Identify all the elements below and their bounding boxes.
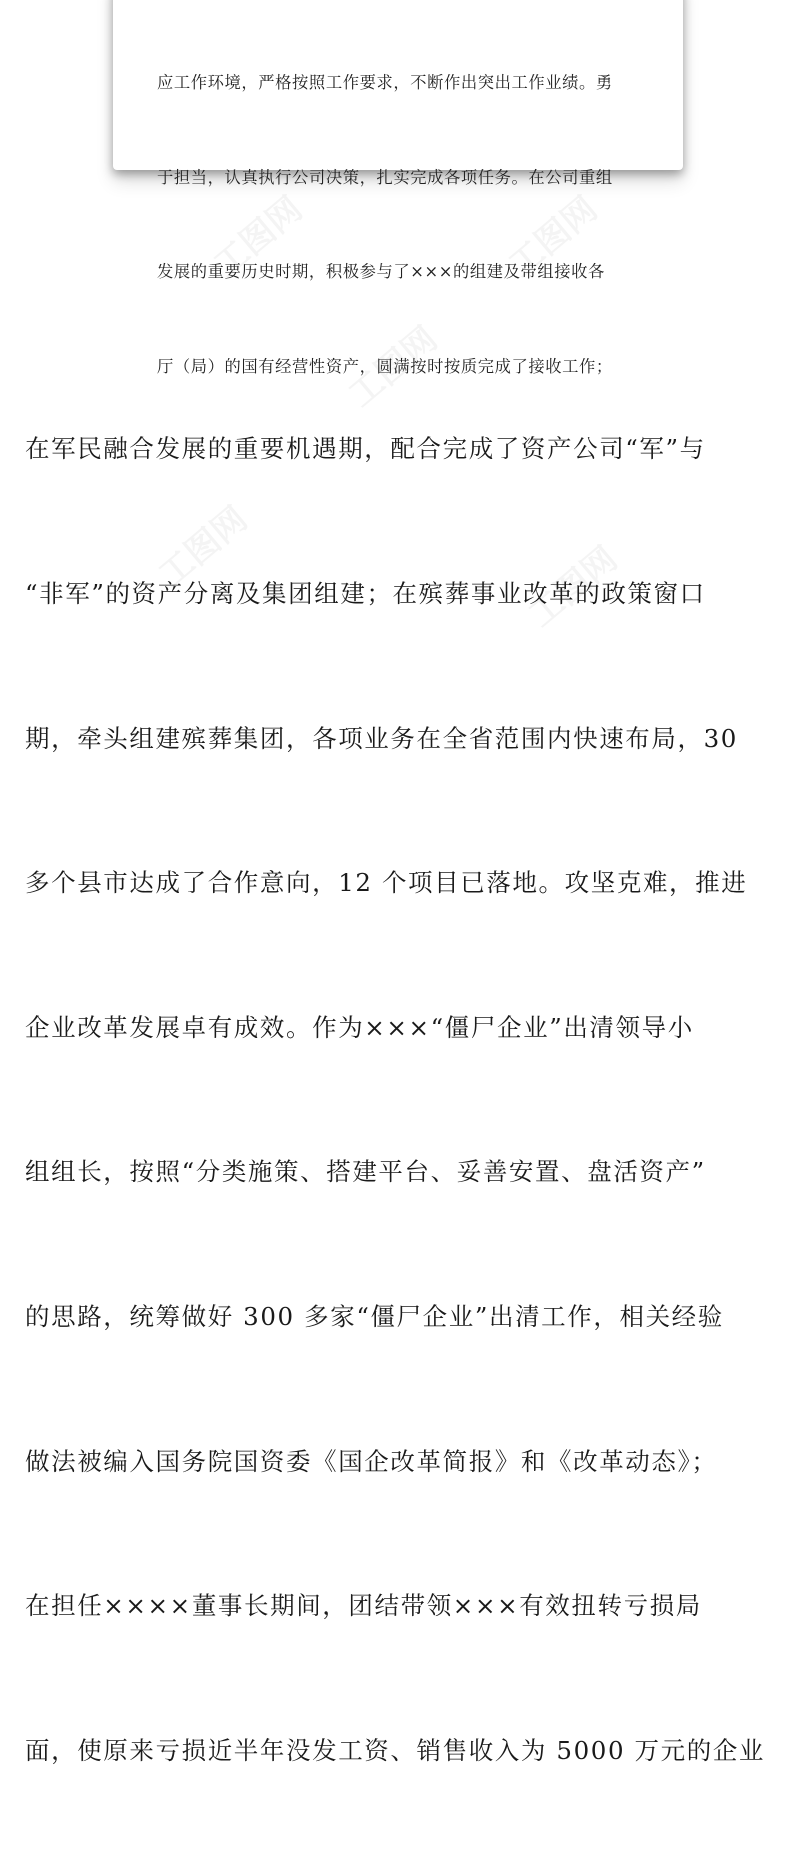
body-line: 期，牵头组建殡葬集团，各项业务在全省范围内快速布局，30: [25, 723, 738, 753]
body-line: 在担任××××董事长期间，团结带领×××有效扭转亏损局: [25, 1591, 702, 1621]
quote-line: 于担当，认真执行公司决策，扎实完成各项任务。在公司重组: [157, 167, 613, 187]
body-line: 在军民融合发展的重要机遇期，配合完成了资产公司“军”与: [25, 434, 706, 464]
quote-line: 应工作环境，严格按照工作要求，不断作出突出工作业绩。勇: [157, 73, 613, 92]
body-line: “非军”的资产分离及集团组建；在殡葬事业改革的政策窗口: [25, 579, 706, 608]
quote-line: 厅（局）的国有经营性资产，圆满按时按质完成了接收工作；: [157, 356, 613, 376]
body-line: 组组长，按照“分类施策、搭建平台、妥善安置、盘活资产”: [25, 1157, 706, 1187]
body-line: 的思路，统筹做好 300 多家“僵尸企业”出清工作，相关经验: [25, 1301, 724, 1331]
quote-line: 发展的重要历史时期，积极参与了×××的组建及带组接收各: [157, 262, 605, 281]
body-line: 做法被编入国务院国资委《国企改革简报》和《改革动态》；: [25, 1446, 718, 1476]
body-line: 多个县市达成了合作意向，12 个项目已落地。攻坚克难，推进: [25, 868, 748, 898]
body-line: 企业改革发展卓有成效。作为×××“僵尸企业”出清领导小: [25, 1012, 694, 1042]
body-line: 面，使原来亏损近半年没发工资、销售收入为 5000 万元的企业: [25, 1735, 766, 1765]
body-paragraph: [25, 329, 785, 1871]
